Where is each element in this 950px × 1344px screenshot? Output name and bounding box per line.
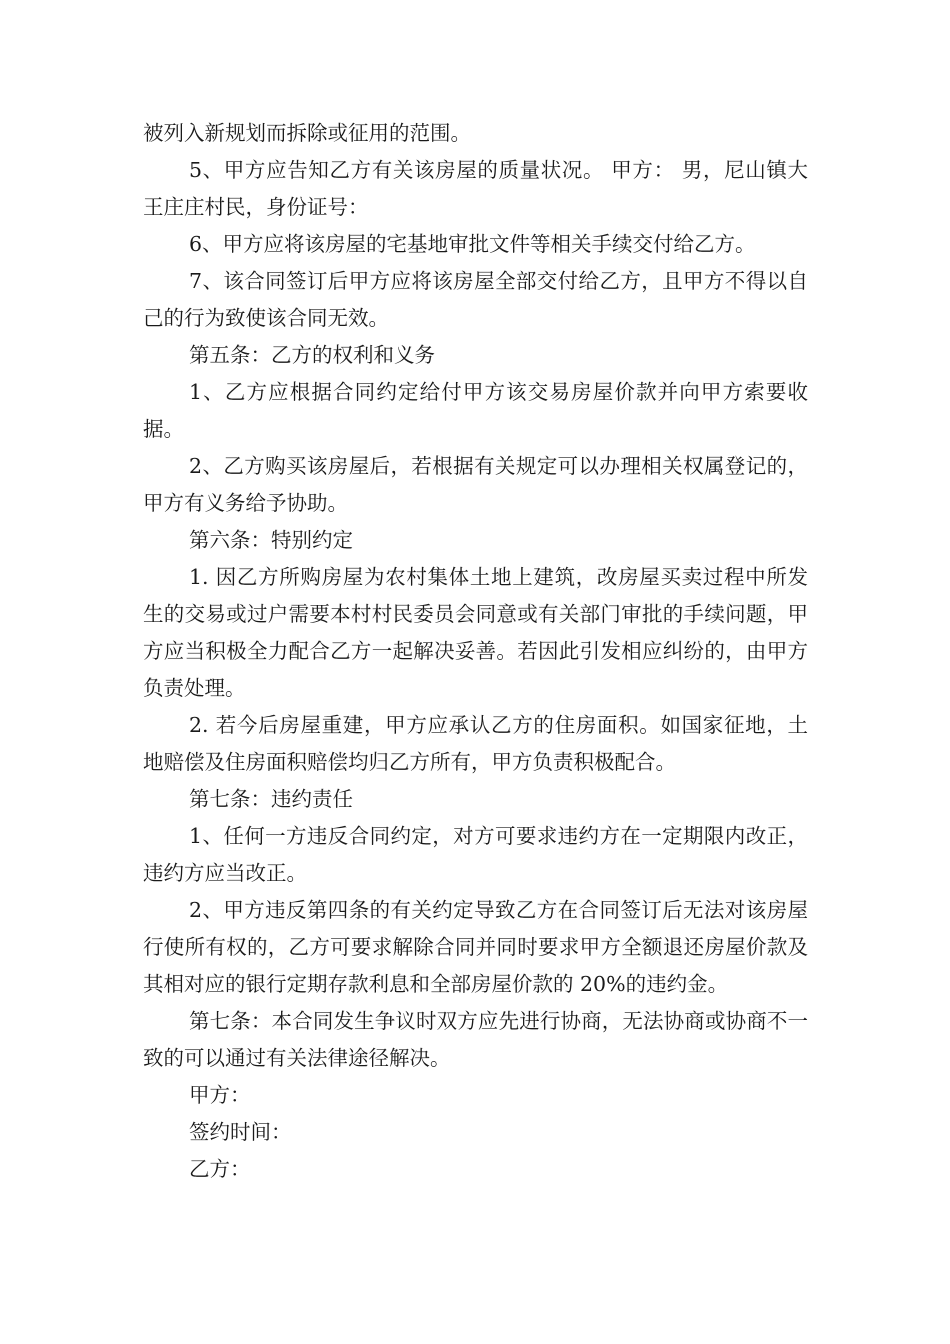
heading-article-7: 第七条：违约责任 (189, 787, 353, 811)
paragraph-article-7-item-1: 1、任何一方违反合同约定，对方可要求违约方在一定期限内改正，违约方应当改正。 (143, 824, 808, 885)
paragraph-article-6-item-1: 1. 因乙方所购房屋为农村集体土地上建筑，改房屋买卖过程中所发生的交易或过户需要本村村民委员会同意或有关部门审批的手续问题，甲方应当积极全力配合乙方一起解决妥善。若因此引发相应纠纷的，由甲方负责处理。 (143, 565, 808, 700)
signature-date: 签约时间： (189, 1120, 292, 1144)
paragraph-article-6-item-2: 2. 若今后房屋重建，甲方应承认乙方的住房面积。如国家征地，土地赔偿及住房面积赔偿均归乙方所有，甲方负责积极配合。 (143, 713, 808, 774)
paragraph-dispute-resolution: 第七条：本合同发生争议时双方应先进行协商，无法协商或协商不一致的可以通过有关法律途径解决。 (143, 1009, 808, 1070)
paragraph-clause-7-delivery: 7、该合同签订后甲方应将该房屋全部交付给乙方，且甲方不得以自己的行为致使该合同无效。 (143, 269, 808, 330)
paragraph-article-5-item-2: 2、乙方购买该房屋后，若根据有关规定可以办理相关权属登记的，甲方有义务给予协助。 (143, 454, 808, 515)
contract-body (143, 115, 808, 1188)
paragraph-clause-6-documents: 6、甲方应将该房屋的宅基地审批文件等相关手续交付给乙方。 (189, 232, 756, 256)
paragraph-demolition-scope: 被列入新规划而拆除或征用的范围。 (143, 121, 471, 145)
heading-article-6: 第六条：特别约定 (189, 528, 353, 552)
paragraph-article-5-item-1: 1、乙方应根据合同约定给付甲方该交易房屋价款并向甲方索要收据。 (143, 380, 808, 441)
signature-party-a: 甲方： (189, 1083, 251, 1107)
heading-article-5: 第五条：乙方的权利和义务 (189, 343, 435, 367)
paragraph-article-7-item-2: 2、甲方违反第四条的有关约定导致乙方在合同签订后无法对该房屋行使所有权的，乙方可要求解除合同并同时要求甲方全额退还房屋价款及其相对应的银行定期存款利息和全部房屋价款的 20%的违约金。 (143, 898, 808, 996)
signature-party-b: 乙方： (189, 1157, 251, 1181)
paragraph-clause-5-quality: 5、甲方应告知乙方有关该房屋的质量状况。 甲方： 男，尼山镇大王庄庄村民，身份证号： (143, 158, 808, 219)
